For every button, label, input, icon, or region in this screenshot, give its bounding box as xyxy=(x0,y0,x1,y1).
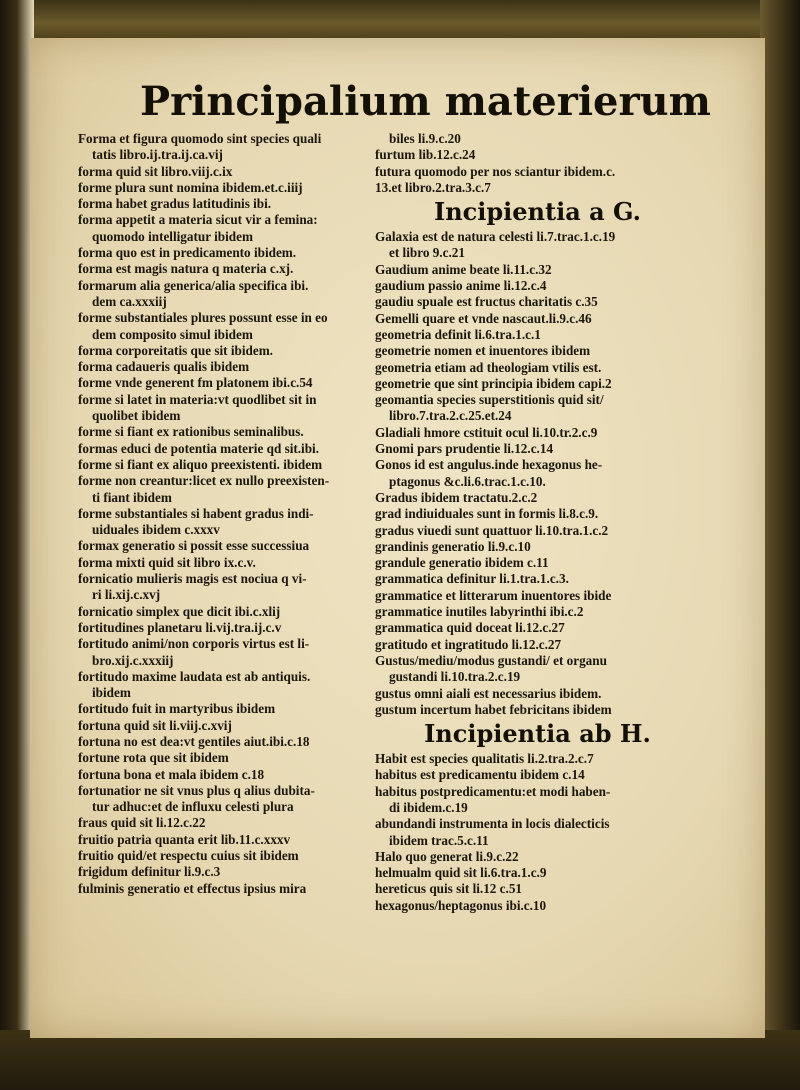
index-entry: geometria definit li.6.tra.1.c.1 xyxy=(375,326,541,342)
index-entry: hexagonus/heptagonus ibi.c.10 xyxy=(375,897,547,913)
index-entry: Gonos id est angulus.inde hexagonus he- xyxy=(375,457,603,473)
index-entry: forma corporeitatis que sit ibidem. xyxy=(78,342,273,358)
index-entry: fruitio quid/et respectu cuius sit ibidem xyxy=(78,848,299,864)
index-entry: ti fiant ibidem xyxy=(92,489,172,505)
index-entry: fornicatio mulieris magis est nociua q vi- xyxy=(78,571,307,587)
index-entry: Gnomi pars prudentie li.12.c.14 xyxy=(375,441,554,457)
index-entry: bro.xij.c.xxxiij xyxy=(92,652,174,668)
index-entry: ibidem trac.5.c.11 xyxy=(389,832,489,848)
index-entry: fortune rota que sit ibidem xyxy=(78,750,229,766)
index-entry: fortuna bona et mala ibidem c.18 xyxy=(78,766,265,782)
index-entry: helmualm quid sit li.6.tra.1.c.9 xyxy=(375,865,547,881)
index-entry: gratitudo et ingratitudo li.12.c.27 xyxy=(375,636,562,652)
section-heading: Incipientia a G. xyxy=(433,197,642,227)
index-entry: Gaudium anime beate li.11.c.32 xyxy=(375,261,552,277)
index-entry: quolibet ibidem xyxy=(92,408,181,424)
index-entry: grammatica quid doceat li.12.c.27 xyxy=(375,620,565,636)
book-binding-bottom xyxy=(0,1030,800,1090)
page-title: Principalium materierum xyxy=(140,78,711,125)
index-entry: grammatica definitur li.1.tra.1.c.3. xyxy=(375,571,569,587)
index-entry: Gustus/mediu/modus gustandi/ et organu xyxy=(375,652,607,668)
index-entry: ibidem xyxy=(92,685,131,701)
index-entry: dem composito simul ibidem xyxy=(92,326,253,342)
index-entry: abundandi instrumenta in locis dialecticis xyxy=(375,816,610,832)
index-entry: gaudium passio anime li.12.c.4 xyxy=(375,278,547,294)
index-entry: geometria etiam ad theologiam vtilis est. xyxy=(375,359,602,375)
index-entry: Gemelli quare et vnde nascaut.li.9.c.46 xyxy=(375,310,592,326)
index-entry: gustandi li.10.tra.2.c.19 xyxy=(389,669,521,685)
index-entry: forme substantiales plures possunt esse in eo xyxy=(78,310,328,326)
index-entry: Gladiali hmore cstituit ocul li.10.tr.2.c.9 xyxy=(375,424,598,440)
index-entry: forma cadaueris qualis ibidem xyxy=(78,359,250,375)
index-entry: tatis libro.ij.tra.ij.ca.vij xyxy=(92,147,223,163)
index-entry: habitus postpredicamentu:et modi haben- xyxy=(375,783,611,799)
index-entry: libro.7.tra.2.c.25.et.24 xyxy=(389,408,512,424)
index-entry: forme non creantur:licet ex nullo preexisten- xyxy=(78,473,330,489)
index-entry: habitus est predicamentu ibidem c.14 xyxy=(375,767,585,783)
index-entry: forme vnde generent fm platonem ibi.c.54 xyxy=(78,375,313,391)
index-entry: dem ca.xxxiij xyxy=(92,293,167,309)
index-entry: fortitudo maxime laudata est ab antiquis. xyxy=(78,668,311,684)
index-entry: gaudiu spuale est fructus charitatis c.35 xyxy=(375,294,598,310)
left-column xyxy=(78,131,388,897)
index-entry: forme si fiant ex rationibus seminalibus. xyxy=(78,424,304,440)
index-entry: forma quo est in predicamento ibidem. xyxy=(78,245,297,261)
right-column xyxy=(375,131,700,914)
index-entry: fortitudines planetaru li.vij.tra.ij.c.v xyxy=(78,619,282,635)
index-entry: forme si fiant ex aliquo preexistenti. ibidem xyxy=(78,456,323,472)
book-binding-left xyxy=(0,0,34,1090)
index-entry: forma quid sit libro.viij.c.ix xyxy=(78,163,233,179)
index-entry: fornicatio simplex que dicit ibi.c.xlij xyxy=(78,603,281,619)
index-entry: tur adhuc:et de influxu celesti plura xyxy=(92,799,294,815)
index-entry: grad indiuiduales sunt in formis li.8.c.9. xyxy=(375,506,599,522)
index-entry: fruitio patria quanta erit lib.11.c.xxxv xyxy=(78,831,291,847)
index-entry: forma appetit a materia sicut vir a femina: xyxy=(78,212,318,228)
index-entry: Habit est species qualitatis li.2.tra.2.c.7 xyxy=(375,751,594,767)
index-entry: di ibidem.c.19 xyxy=(389,799,468,815)
index-entry: geometrie que sint principia ibidem capi.2 xyxy=(375,375,612,391)
index-entry: geomantia species superstitionis quid sit/ xyxy=(375,392,604,408)
index-entry: forme si latet in materia:vt quodlibet sit in xyxy=(78,391,317,407)
index-entry: gustus omni aiali est necessarius ibidem. xyxy=(375,685,602,701)
index-entry: fortitudo fuit in martyribus ibidem xyxy=(78,701,276,717)
index-entry: forma est magis natura q materia c.xj. xyxy=(78,261,294,277)
index-entry: formax generatio si possit esse successiua xyxy=(78,538,310,554)
index-entry: frigidum definitur li.9.c.3 xyxy=(78,864,221,880)
index-entry: grammatice et litterarum inuentores ibide xyxy=(375,587,612,603)
index-entry: futura quomodo per nos sciantur ibidem.c. xyxy=(375,163,616,179)
index-entry: grammatice inutiles labyrinthi ibi.c.2 xyxy=(375,604,584,620)
index-entry: grandule generatio ibidem c.11 xyxy=(375,555,549,571)
index-entry: quomodo intelligatur ibidem xyxy=(92,228,253,244)
index-entry: fortunatior ne sit vnus plus q alius dubita- xyxy=(78,782,315,798)
index-entry: grandinis generatio li.9.c.10 xyxy=(375,538,531,554)
index-entry: hereticus quis sit li.12 c.51 xyxy=(375,881,523,897)
index-entry: formas educi de potentia materie qd sit.ibi. xyxy=(78,440,320,456)
index-entry: fortuna quid sit li.viij.c.xvij xyxy=(78,717,232,733)
index-entry: et libro 9.c.21 xyxy=(389,245,465,261)
index-entry: fulminis generatio et effectus ipsius mira xyxy=(78,880,307,896)
index-entry: Gradus ibidem tractatu.2.c.2 xyxy=(375,489,538,505)
section-heading: Incipientia ab H. xyxy=(424,719,651,749)
index-entry: forme substantiales si habent gradus indi- xyxy=(78,505,314,521)
index-entry: forma mixti quid sit libro ix.c.v. xyxy=(78,554,256,570)
index-entry: gradus viuedi sunt quattuor li.10.tra.1.c.2 xyxy=(375,522,609,538)
index-entry: uiduales ibidem c.xxxv xyxy=(92,522,220,538)
book-binding-top xyxy=(0,0,800,42)
index-entry: fraus quid sit li.12.c.22 xyxy=(78,815,206,831)
book-binding-right xyxy=(760,0,800,1090)
index-entry: biles li.9.c.20 xyxy=(389,131,461,146)
index-entry: ri li.xij.c.xvj xyxy=(92,587,161,603)
index-entry: formarum alia generica/alia specifica ibi. xyxy=(78,277,309,293)
index-entry: gustum incertum habet febricitans ibidem xyxy=(375,701,612,717)
index-entry: 13.et libro.2.tra.3.c.7 xyxy=(375,179,491,195)
index-entry: geometrie nomen et inuentores ibidem xyxy=(375,343,591,359)
index-entry: forma habet gradus latitudinis ibi. xyxy=(78,196,272,212)
index-entry: furtum lib.12.c.24 xyxy=(375,147,476,163)
index-entry: forme plura sunt nomina ibidem.et.c.iiij xyxy=(78,179,303,195)
index-entry: Forma et figura quomodo sint species quali xyxy=(78,131,322,146)
index-entry: Galaxia est de natura celesti li.7.trac.1.c.19 xyxy=(375,229,616,245)
index-entry: ptagonus &c.li.6.trac.1.c.10. xyxy=(389,473,546,489)
index-entry: fortitudo animi/non corporis virtus est li- xyxy=(78,636,310,652)
index-entry: Halo quo generat li.9.c.22 xyxy=(375,848,519,864)
index-entry: fortuna no est dea:vt gentiles aiut.ibi.c.18 xyxy=(78,733,310,749)
book-page xyxy=(30,38,765,1038)
